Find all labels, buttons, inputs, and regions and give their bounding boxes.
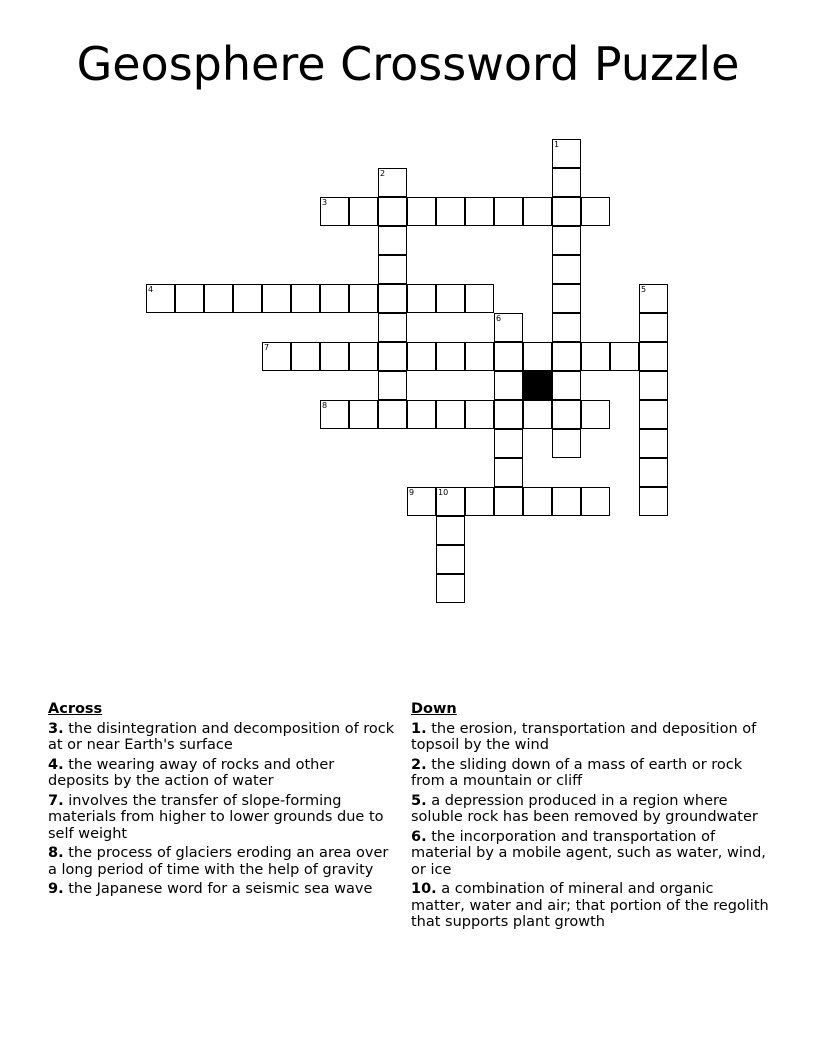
grid-cell[interactable] xyxy=(378,168,407,197)
grid-cell[interactable] xyxy=(552,371,581,400)
down-clue xyxy=(411,829,771,879)
grid-cell[interactable] xyxy=(465,342,494,371)
grid-cell[interactable] xyxy=(552,197,581,226)
across-clue xyxy=(48,793,398,843)
grid-cell[interactable] xyxy=(349,342,378,371)
clue-number: 9. xyxy=(48,881,64,897)
grid-cell[interactable] xyxy=(523,400,552,429)
grid-cell[interactable] xyxy=(349,197,378,226)
grid-cell[interactable] xyxy=(378,226,407,255)
clue-text: a combination of mineral and organic matter, water and air; that portion of the regolith that supports plant growth xyxy=(411,881,769,930)
down-clues xyxy=(411,701,771,934)
clue-text: the incorporation and transportation of material by a mobile agent, such as water, wind, or ice xyxy=(411,828,766,878)
grid-cell[interactable] xyxy=(291,342,320,371)
grid-cell[interactable] xyxy=(407,487,436,516)
grid-cell[interactable] xyxy=(378,284,407,313)
down-clue xyxy=(411,757,771,790)
clue-number: 7 xyxy=(264,343,270,352)
grid-cell[interactable] xyxy=(523,197,552,226)
grid-cell[interactable] xyxy=(436,400,465,429)
grid-cell[interactable] xyxy=(523,342,552,371)
clue-text: a depression produced in a region where soluble rock has been removed by groundwater xyxy=(411,792,758,825)
grid-cell[interactable] xyxy=(175,284,204,313)
grid-cell[interactable] xyxy=(233,284,262,313)
clue-number: 5 xyxy=(641,285,647,294)
grid-cell[interactable] xyxy=(320,197,349,226)
clue-number: 8. xyxy=(48,845,64,861)
grid-cell[interactable] xyxy=(349,284,378,313)
grid-cell[interactable] xyxy=(494,197,523,226)
grid-cell[interactable] xyxy=(407,342,436,371)
across-clue xyxy=(48,757,398,790)
across-heading: Across xyxy=(48,701,103,717)
across-clue xyxy=(48,721,398,754)
grid-cell[interactable] xyxy=(320,342,349,371)
grid-cell[interactable] xyxy=(262,284,291,313)
clue-number: 1 xyxy=(554,140,560,149)
grid-cell[interactable] xyxy=(581,197,610,226)
grid-cell[interactable] xyxy=(552,313,581,342)
grid-cell[interactable] xyxy=(204,284,233,313)
grid-cell[interactable] xyxy=(552,487,581,516)
down-heading: Down xyxy=(411,701,457,717)
grid-cell[interactable] xyxy=(581,342,610,371)
clue-text: the disintegration and decomposition of rock at or near Earth's surface xyxy=(48,720,395,753)
grid-cell[interactable] xyxy=(465,487,494,516)
grid-cell[interactable] xyxy=(407,197,436,226)
clue-number: 1. xyxy=(411,720,427,737)
clue-number: 8 xyxy=(322,401,328,410)
grid-cell[interactable] xyxy=(581,400,610,429)
grid-cell[interactable] xyxy=(407,284,436,313)
grid-cell[interactable] xyxy=(378,400,407,429)
grid-cell[interactable] xyxy=(552,400,581,429)
grid-cell[interactable] xyxy=(494,400,523,429)
grid-cell[interactable] xyxy=(552,342,581,371)
across-clues xyxy=(48,701,398,901)
clue-number: 6 xyxy=(496,314,502,323)
grid-cell[interactable] xyxy=(320,284,349,313)
down-clue xyxy=(411,881,771,931)
grid-cell[interactable] xyxy=(639,284,668,313)
down-clue-list xyxy=(411,721,771,931)
grid-cell[interactable] xyxy=(436,197,465,226)
grid-cell[interactable] xyxy=(494,458,523,487)
clue-number: 2. xyxy=(411,756,427,773)
grid-cell[interactable] xyxy=(552,168,581,197)
grid-cell[interactable] xyxy=(378,313,407,342)
clue-number: 3. xyxy=(48,720,64,737)
grid-cell[interactable] xyxy=(465,400,494,429)
grid-cell[interactable] xyxy=(378,371,407,400)
grid-cell[interactable] xyxy=(552,429,581,458)
clue-text: the process of glaciers eroding an area over a long period of time with the help of gravity xyxy=(48,845,389,878)
grid-cell[interactable] xyxy=(378,197,407,226)
clue-text: the Japanese word for a seismic sea wave xyxy=(63,881,373,897)
down-clue xyxy=(411,721,771,754)
grid-cell[interactable] xyxy=(465,284,494,313)
page-title: Geosphere Crossword Puzzle xyxy=(76,37,740,91)
grid-cell[interactable] xyxy=(436,487,465,516)
grid-cell[interactable] xyxy=(494,313,523,342)
clue-number: 10 xyxy=(438,488,449,497)
grid-cell[interactable] xyxy=(436,284,465,313)
grid-cell[interactable] xyxy=(552,284,581,313)
grid-cell[interactable] xyxy=(639,342,668,371)
grid-cell[interactable] xyxy=(436,545,465,574)
grid-cell[interactable] xyxy=(639,429,668,458)
grid-cell[interactable] xyxy=(610,342,639,371)
grid-cell[interactable] xyxy=(436,342,465,371)
clue-text: the wearing away of rocks and other deposits by the action of water xyxy=(48,756,335,789)
clue-number: 10. xyxy=(411,881,437,897)
grid-cell[interactable] xyxy=(639,400,668,429)
grid-cell[interactable] xyxy=(146,284,175,313)
clue-number: 9 xyxy=(409,488,415,497)
grid-cell[interactable] xyxy=(639,458,668,487)
grid-cell[interactable] xyxy=(494,429,523,458)
clue-text: the sliding down of a mass of earth or rock from a mountain or cliff xyxy=(411,756,743,789)
grid-cell[interactable] xyxy=(552,226,581,255)
grid-cell[interactable] xyxy=(436,516,465,545)
clue-number: 4. xyxy=(48,756,64,773)
grid-cell[interactable] xyxy=(262,342,291,371)
grid-cell[interactable] xyxy=(639,487,668,516)
across-clue xyxy=(48,845,398,878)
grid-cell[interactable] xyxy=(494,342,523,371)
clue-number: 7. xyxy=(48,792,64,809)
grid-cell[interactable] xyxy=(523,487,552,516)
grid-cell[interactable] xyxy=(378,255,407,284)
clue-number: 5. xyxy=(411,792,427,809)
grid-cell[interactable] xyxy=(378,342,407,371)
grid-cell[interactable] xyxy=(552,255,581,284)
grid-cell[interactable] xyxy=(407,400,436,429)
grid-cell[interactable] xyxy=(494,487,523,516)
grid-cell[interactable] xyxy=(436,574,465,603)
grid-cell[interactable] xyxy=(552,139,581,168)
grid-cell[interactable] xyxy=(349,400,378,429)
clue-number: 3 xyxy=(322,198,328,207)
black-cell xyxy=(523,371,552,400)
grid-cell[interactable] xyxy=(639,371,668,400)
clue-number: 2 xyxy=(380,169,386,178)
clue-number: 6. xyxy=(411,828,427,845)
clue-number: 4 xyxy=(148,285,154,294)
grid-cell[interactable] xyxy=(320,400,349,429)
clue-text: the erosion, transportation and deposition of topsoil by the wind xyxy=(411,720,757,753)
grid-cell[interactable] xyxy=(494,371,523,400)
grid-cell[interactable] xyxy=(291,284,320,313)
across-clue xyxy=(48,881,398,898)
grid-cell[interactable] xyxy=(639,313,668,342)
across-clue-list xyxy=(48,721,398,898)
clue-text: involves the transfer of slope-forming materials from higher to lower grounds due to self weight xyxy=(48,792,384,842)
down-clue xyxy=(411,793,771,826)
grid-cell[interactable] xyxy=(581,487,610,516)
grid-cell[interactable] xyxy=(465,197,494,226)
